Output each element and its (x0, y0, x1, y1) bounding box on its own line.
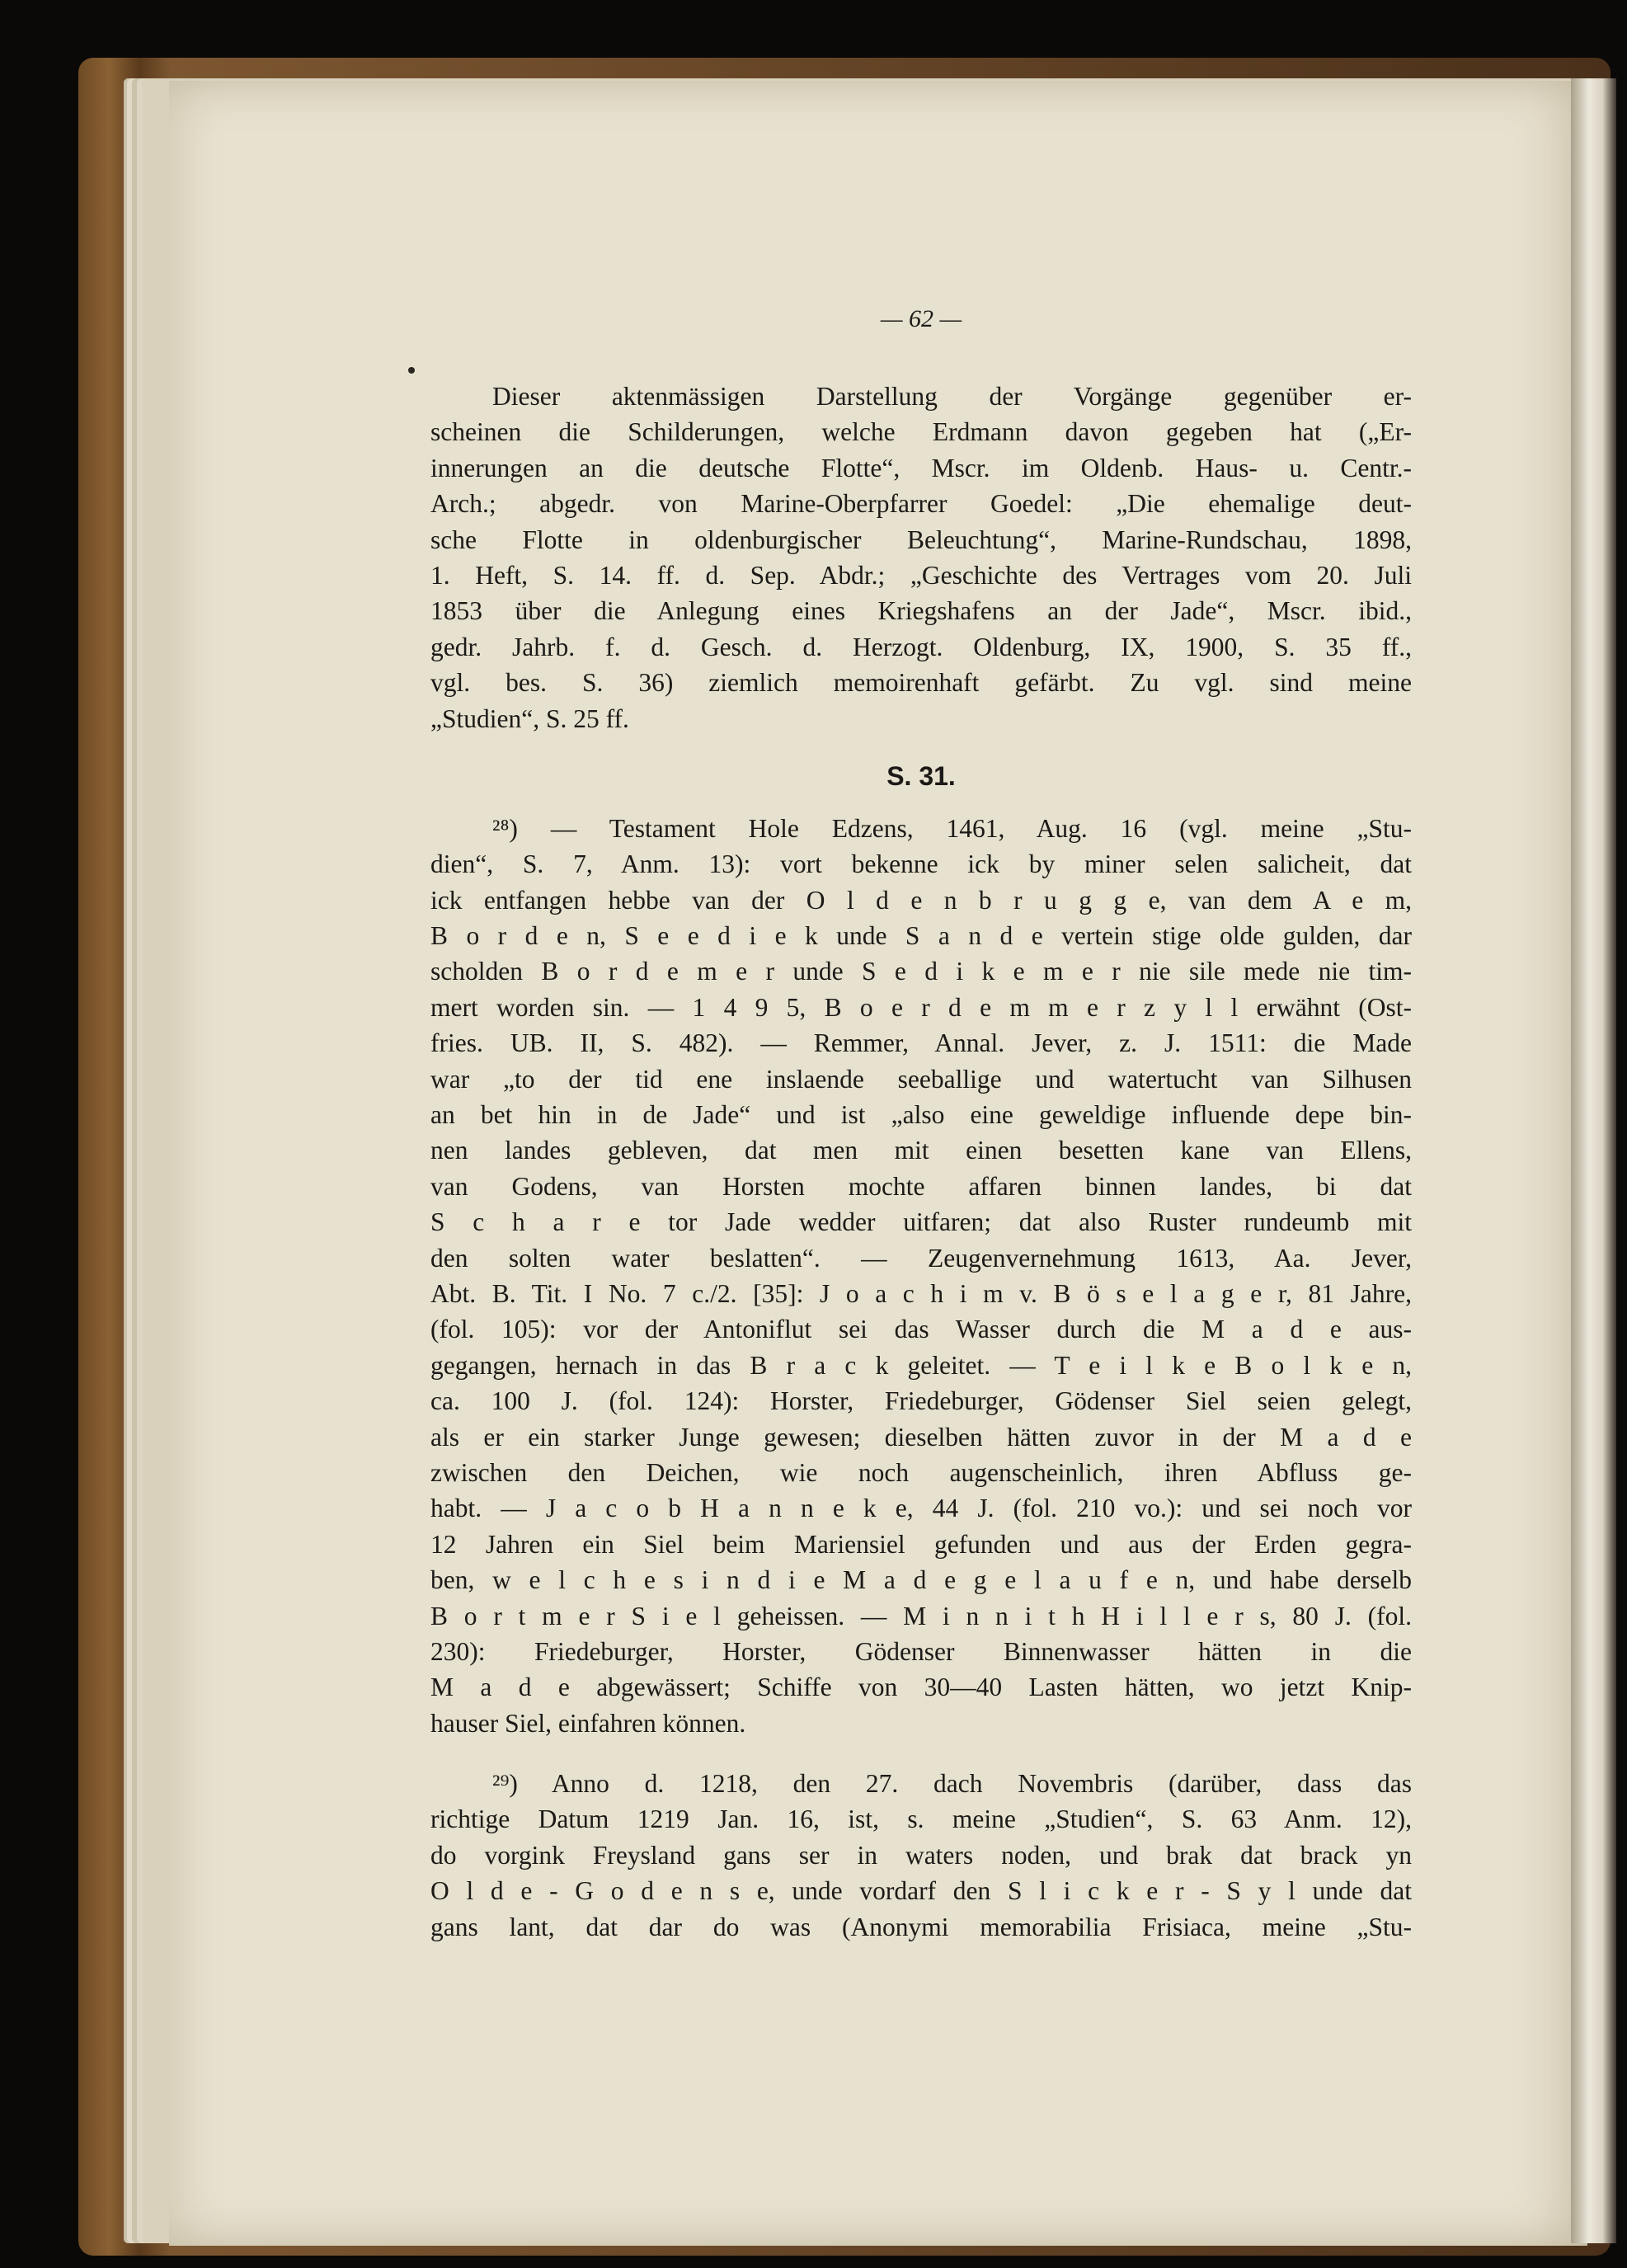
text-line: fries. UB. II, S. 482). — Remmer, Annal. Jever, z. J. 1511: die Made (430, 1028, 1412, 1058)
text-line: 1853 über die Anlegung eines Kriegshafens an der Jade“, Mscr. ibid., (430, 596, 1412, 626)
text-line: sche Flotte in oldenburgischer Beleuchtung“, Marine-Rundschau, 1898, (430, 525, 1412, 554)
text-line: ²⁹) Anno d. 1218, den 27. dach Novembris (darüber, dass das (492, 1769, 1412, 1799)
text-line: 230): Friedeburger, Horster, Gödenser Binnenwasser hätten in die (430, 1636, 1412, 1666)
text-line: B o r t m e r S i e l geheissen. — M i n n i t h H i l l e r s, 80 J. (fol. (430, 1601, 1412, 1630)
text-line: Dieser aktenmässigen Darstellung der Vorgänge gegenüber er- (492, 382, 1412, 411)
text-line: scholden B o r d e m e r unde S e d i k e m e r nie sile mede nie tim- (430, 957, 1412, 986)
text-line: Abt. B. Tit. I No. 7 c./2. [35]: J o a c h i m v. B ö s e l a g e r, 81 Jahre, (430, 1278, 1412, 1308)
text-line: als er ein starker Junge gewesen; dieselben hätten zuvor in der M a d e (430, 1422, 1412, 1452)
book-gutter (1571, 78, 1616, 2243)
ink-spot (408, 367, 415, 374)
text-line: ick entfangen hebbe van der O l d e n b r u g g e, van dem A e m, (430, 885, 1412, 915)
text-line: richtige Datum 1219 Jan. 16, ist, s. meine „Studien“, S. 63 Anm. 12), (430, 1805, 1412, 1834)
text-line: zwischen den Deichen, wie noch augenscheinlich, ihren Abfluss ge- (430, 1457, 1412, 1487)
text-line: habt. — J a c o b H a n n e k e, 44 J. (fol. 210 vo.): und sei noch vor (430, 1494, 1412, 1523)
text-line: ben, w e l c h e s i n d i e M a d e g e l a u f e n, und habe derselb (430, 1565, 1412, 1595)
text-line: innerungen an die deutsche Flotte“, Mscr. im Oldenb. Haus- u. Centr.- (430, 453, 1412, 482)
text-line: gegangen, hernach in das B r a c k geleitet. — T e i l k e B o l k e n, (430, 1350, 1412, 1380)
text-line: ²⁸) — Testament Hole Edzens, 1461, Aug. 16 (vgl. meine „Stu- (492, 813, 1412, 843)
footnote-28 (430, 811, 1412, 1741)
spacer (430, 1741, 1412, 1766)
text-line: ca. 100 J. (fol. 124): Horster, Friedeburger, Gödenser Siel seien gelegt, (430, 1386, 1412, 1416)
text-line: gedr. Jahrb. f. d. Gesch. d. Herzogt. Oldenburg, IX, 1900, S. 35 ff., (430, 632, 1412, 661)
text-line: do vorgink Freysland gans ser in waters noden, und brak dat brack yn (430, 1840, 1412, 1870)
text-line: (fol. 105): vor der Antoniflut sei das Wasser durch die M a d e aus- (430, 1315, 1412, 1344)
footnote-29 (430, 1766, 1412, 1945)
text-line: B o r d e n, S e e d i e k unde S a n d e vertein stige olde gulden, dar (430, 921, 1412, 951)
text-line: gans lant, dat dar do was (Anonymi memorabilia Frisiaca, meine „Stu- (430, 1912, 1412, 1941)
text-line: Arch.; abgedr. von Marine-Oberpfarrer Goedel: „Die ehemalige deut- (430, 489, 1412, 519)
text-line: mert worden sin. — 1 4 9 5, B o e r d e m m e r z y l l erwähnt (Ost- (430, 992, 1412, 1022)
text-line: den solten water beslatten“. — Zeugenvernehmung 1613, Aa. Jever, (430, 1243, 1412, 1273)
text-line: vgl. bes. S. 36) ziemlich memoirenhaft gefärbt. Zu vgl. sind meine (430, 668, 1412, 698)
text-line: war „to der tid ene inslaende seeballige und watertucht van Silhusen (430, 1064, 1412, 1094)
text-line: hauser Siel, einfahren können. (430, 1708, 746, 1738)
text-line: „Studien“, S. 25 ff. (430, 703, 629, 733)
text-line: M a d e abgewässert; Schiffe von 30—40 Lasten hätten, wo jetzt Knip- (430, 1673, 1412, 1702)
paragraph-intro (430, 379, 1412, 736)
page-number: — 62 — (880, 305, 962, 332)
text-line: van Godens, van Horsten mochte affaren binnen landes, bi dat (430, 1171, 1412, 1201)
text-line: 1. Heft, S. 14. ff. d. Sep. Abdr.; „Geschichte des Vertrages vom 20. Juli (430, 560, 1412, 590)
text-line: dien“, S. 7, Anm. 13): vort bekenne ick by miner selen salicheit, dat (430, 849, 1412, 879)
text-line: 12 Jahren ein Siel beim Mariensiel gefunden und aus der Erden gegra- (430, 1529, 1412, 1559)
section-heading: S. 31. (886, 760, 956, 791)
text-line: scheinen die Schilderungen, welche Erdmann davon gegeben hat („Er- (430, 417, 1412, 447)
text-line: an bet hin in de Jade“ und ist „also eine geweldige influende depe bin- (430, 1100, 1412, 1130)
text-line: O l d e - G o d e n s e, unde vordarf den S l i c k e r - S y l unde dat (430, 1876, 1412, 1906)
page-text (430, 305, 1412, 1945)
text-line: S c h a r e tor Jade wedder uitfaren; dat also Ruster rundeumb mit (430, 1207, 1412, 1237)
text-line: nen landes gebleven, dat men mit einen besetten kane van Ellens, (430, 1136, 1412, 1165)
